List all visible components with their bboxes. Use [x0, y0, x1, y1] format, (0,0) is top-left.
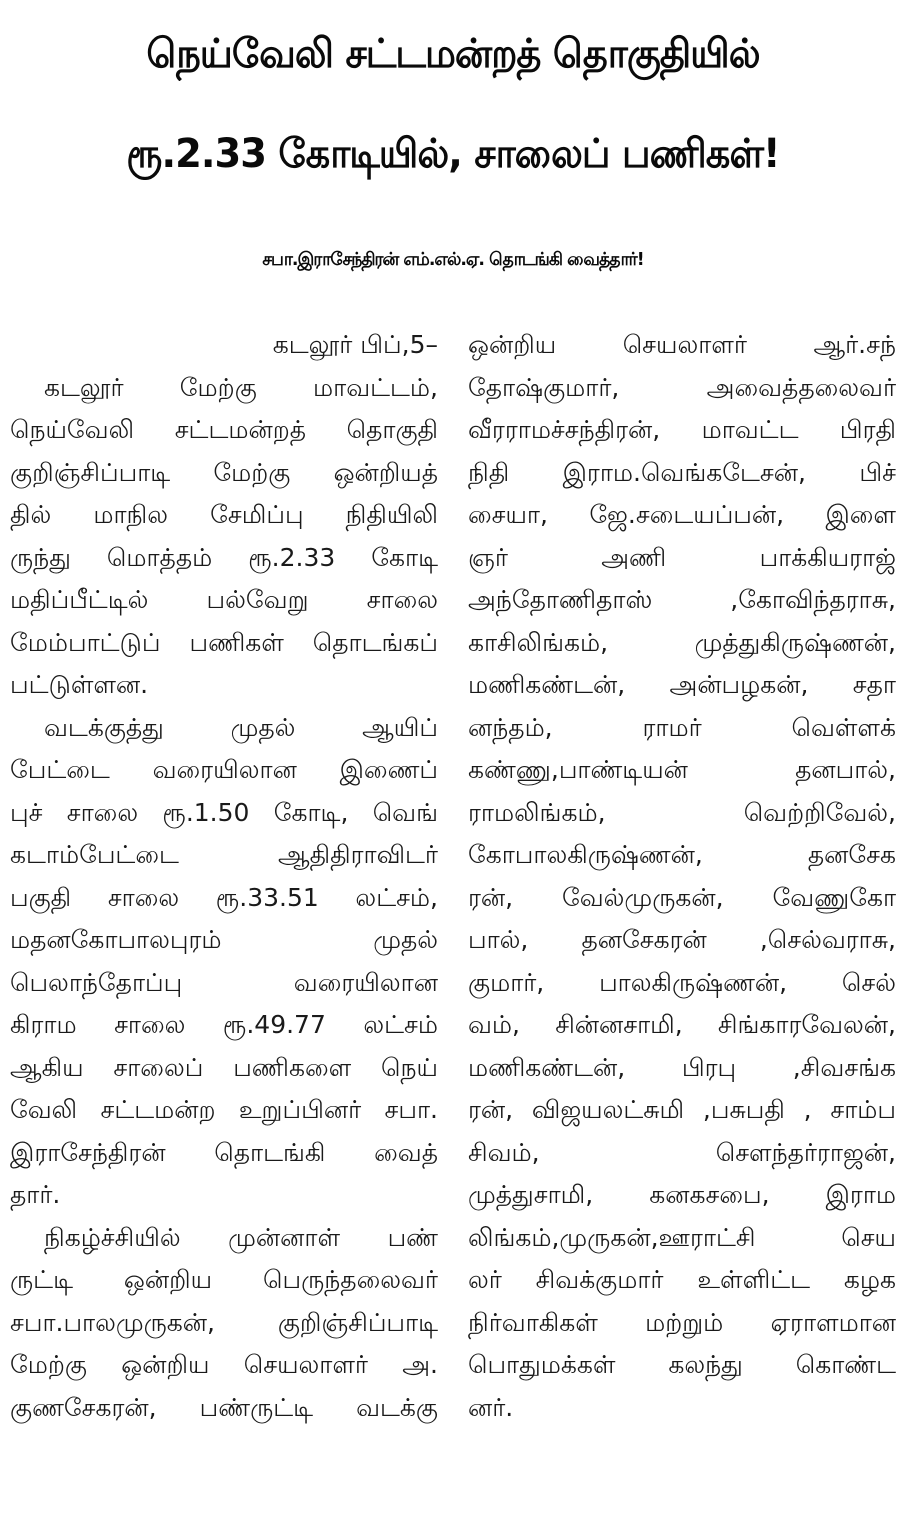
article-line: இராசேந்திரன் தொடங்கி வைத்	[10, 1137, 438, 1167]
article-line: கடலூர் மேற்கு மாவட்டம்,	[44, 372, 438, 402]
article-line: குமார், பாலகிருஷ்ணன், செல்	[468, 967, 896, 997]
article-line: புச் சாலை ரூ.1.50 கோடி, வெங்	[10, 797, 438, 827]
article-line: மேம்பாட்டுப் பணிகள் தொடங்கப்	[10, 627, 438, 657]
article-line: வம், சின்னசாமி, சிங்காரவேலன்,	[468, 1010, 896, 1039]
article-line: சையா, ஜே.சடையப்பன், இளை	[468, 500, 896, 529]
article-line: சபா.பாலமுருகன், குறிஞ்சிப்பாடி	[10, 1307, 438, 1337]
article-line: லர் சிவக்குமார் உள்ளிட்ட கழக	[468, 1265, 896, 1294]
article-line: மதிப்பீட்டில் பல்வேறு சாலை	[10, 585, 438, 614]
article-line: முத்துசாமி, கனகசபை, இராம	[468, 1180, 896, 1209]
article-line: கிராம சாலை ரூ.49.77 லட்சம்	[10, 1010, 438, 1039]
article-line: காசிலிங்கம், முத்துகிருஷ்ணன்,	[468, 627, 896, 657]
article-line: நிதி இராம.வெங்கடேசன், பிச்	[468, 457, 896, 487]
article-line: மணிகண்டன், பிரபு ,சிவசங்க	[468, 1052, 896, 1082]
article-line: ஆகிய சாலைப் பணிகளை நெய்	[10, 1052, 438, 1082]
headline-line-2: ரூ.2.33 கோடியில், சாலைப் பணிகள்!	[126, 131, 780, 177]
article-line: ஞர் அணி பாக்கியராஜ்	[468, 542, 896, 572]
article-line: கோபாலகிருஷ்ணன், தனசேக	[468, 840, 896, 869]
article-line: பொதுமக்கள் கலந்து கொண்ட	[468, 1350, 896, 1379]
article-line: மணிகண்டன், அன்பழகன், சதா	[468, 670, 896, 699]
article-line: பகுதி சாலை ரூ.33.51 லட்சம்,	[10, 882, 438, 912]
article-line: நிகழ்ச்சியில் முன்னாள் பண்	[44, 1222, 438, 1252]
article-line: ருந்து மொத்தம் ரூ.2.33 கோடி	[10, 542, 438, 572]
article-line: லிங்கம்,முருகன்,ஊராட்சி செய	[468, 1222, 896, 1252]
article-line: தார்.	[10, 1180, 61, 1209]
article-line: அந்தோணிதாஸ் ,கோவிந்தராசு,	[468, 585, 896, 614]
dateline: கடலூர் பிப்,5–	[272, 330, 438, 359]
article-line: ராமலிங்கம், வெற்றிவேல்,	[468, 797, 896, 827]
article-line: ருட்டி ஒன்றிய பெருந்தலைவர்	[10, 1265, 438, 1294]
article-column-right	[468, 324, 896, 1429]
article-column-left	[10, 324, 438, 1429]
article-line: ஒன்றிய செயலாளர் ஆர்.சந்	[468, 330, 896, 359]
article-line: பெலாந்தோப்பு வரையிலான	[10, 967, 438, 997]
article-line: னர்.	[468, 1392, 514, 1422]
article-line: வேலி சட்டமன்ற உறுப்பினர் சபா.	[10, 1095, 438, 1124]
article-line: சிவம், சௌந்தர்ராஜன்,	[468, 1137, 896, 1167]
headline-line-1: நெய்வேலி சட்டமன்றத் தொகுதியில்	[146, 31, 760, 77]
article-line: குணசேகரன், பண்ருட்டி வடக்கு	[10, 1392, 438, 1422]
article-line: குறிஞ்சிப்பாடி மேற்கு ஒன்றியத்	[10, 457, 438, 487]
article-line: நெய்வேலி சட்டமன்றத் தொகுதி	[10, 415, 438, 444]
article-line: நிர்வாகிகள் மற்றும் ஏராளமான	[468, 1307, 896, 1337]
article-line: பால், தனசேகரன் ,செல்வராசு,	[468, 925, 896, 954]
article-line: பேட்டை வரையிலான இணைப்	[10, 755, 438, 784]
article-line: வீரராமச்சந்திரன், மாவட்ட பிரதி	[468, 415, 896, 444]
article-line: வடக்குத்து முதல் ஆயிப்	[44, 712, 438, 742]
article-line: மதனகோபாலபுரம் முதல்	[10, 925, 438, 954]
article-line: னந்தம், ராமர் வெள்ளக்	[468, 712, 896, 742]
article-line: தோஷ்குமார், அவைத்தலைவர்	[468, 372, 896, 402]
article-line: ரன், வேல்முருகன், வேணுகோ	[468, 882, 896, 912]
article-line: கண்ணு,பாண்டியன் தனபால்,	[468, 755, 896, 784]
article-line: கடாம்பேட்டை ஆதிதிராவிடர்	[10, 840, 438, 869]
subheadline: சபா.இராசேந்திரன் எம்.எல்.ஏ. தொடங்கி வைத்தார்!	[262, 249, 644, 270]
article-line: மேற்கு ஒன்றிய செயலாளர் அ.	[10, 1350, 438, 1379]
article-line: தில் மாநில சேமிப்பு நிதியிலி	[10, 500, 438, 529]
article-line: பட்டுள்ளன.	[10, 670, 149, 699]
article-line: ரன், விஜயலட்சுமி ,பசுபதி , சாம்ப	[468, 1095, 896, 1124]
